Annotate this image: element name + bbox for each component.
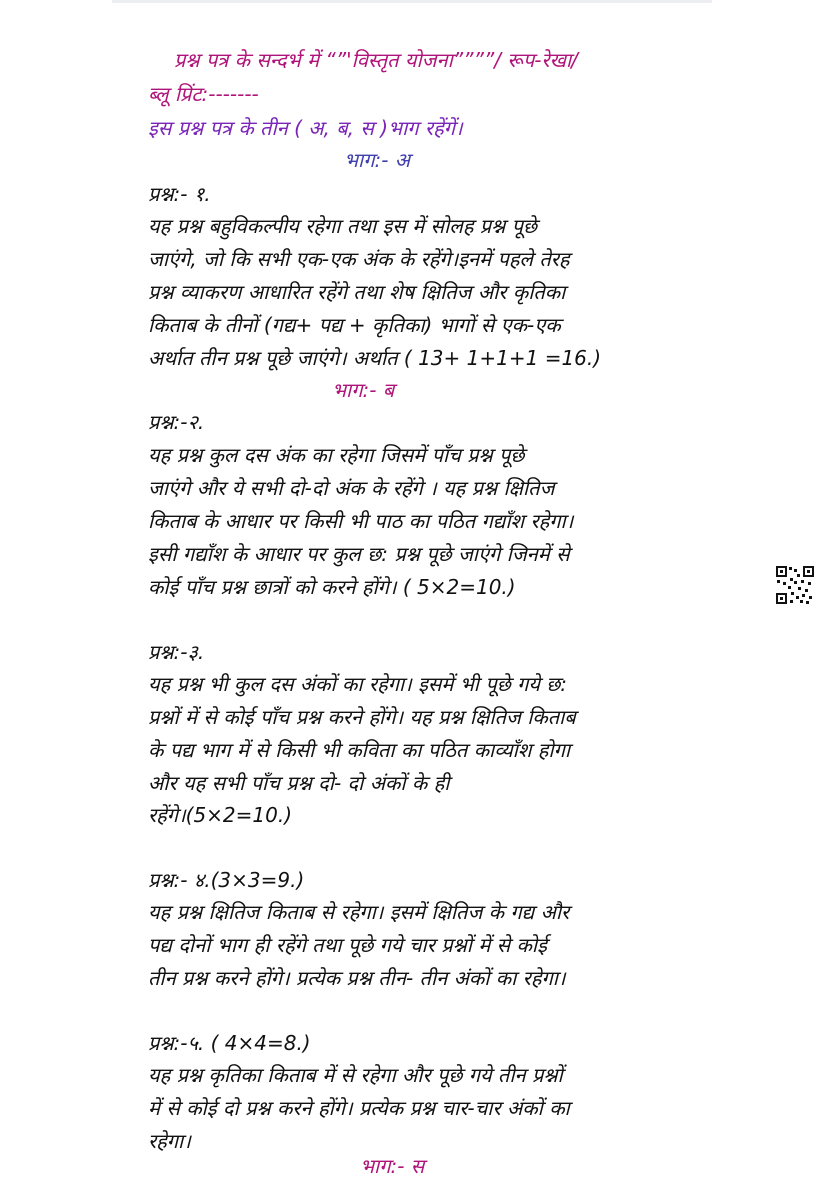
question-2-line: यह प्रश्न कुल दस अंक का रहेगा जिसमें पाँच प्रश्न पूछे — [148, 443, 525, 467]
question-5-line: में से कोई दो प्रश्न करने होंगे। प्रत्येक प्रश्न चार-चार अंकों का — [148, 1096, 570, 1120]
question-2-line: कोई पाँच प्रश्न छात्रों को करने होंगे। ( 5×2=10.) — [148, 575, 516, 599]
question-2-line: इसी गद्याँश के आधार पर कुल छ: प्रश्न पूछे जाएंगे जिनमें से — [148, 542, 570, 566]
question-1-line: यह प्रश्न बहुविकल्पीय रहेगा तथा इस में सोलह प्रश्न पूछे — [148, 214, 538, 238]
section-heading-b: भाग:- ब — [332, 378, 395, 402]
question-1-line: प्रश्न व्याकरण आधारित रहेंगे तथा शेष क्षितिज और कृतिका — [148, 280, 566, 304]
question-4-line: पद्य दोनों भाग ही रहेंगे तथा पूछे गये चार प्रश्नों में से कोई — [148, 933, 547, 957]
question-2-label: प्रश्न:-२. — [148, 410, 205, 434]
question-3-line: और यह सभी पाँच प्रश्न दो- दो अंकों के ही — [148, 771, 450, 795]
qr-code-icon — [775, 565, 815, 605]
question-1-line: जाएंगे, जो कि सभी एक-एक अंक के रहेंगे।इनमें पहले तेरह — [148, 247, 570, 271]
question-2-line: किताब के आधार पर किसी भी पाठ का पठित गद्याँश रहेगा। — [148, 509, 574, 533]
top-divider — [112, 0, 712, 3]
question-1-line: किताब के तीनों (गद्य+ पद्य + कृतिका) भागों से एक-एक — [148, 313, 561, 337]
document-title-line1: प्रश्न पत्र के सन्दर्भ में “”'विस्तृत योजना””””/ रूप-रेखा/ — [174, 48, 578, 72]
question-5-label: प्रश्न:-५. ( 4×4=8.) — [148, 1031, 311, 1055]
question-5-line: रहेगा। — [148, 1129, 191, 1153]
question-4-line: यह प्रश्न क्षितिज किताब से रहेगा। इसमें क्षितिज के गद्य और — [148, 900, 570, 924]
question-3-line: यह प्रश्न भी कुल दस अंकों का रहेगा। इसमें भी पूछे गये छ: — [148, 672, 568, 696]
section-heading-a: भाग:- अ — [344, 148, 411, 172]
question-4-line: तीन प्रश्न करने होंगे। प्रत्येक प्रश्न तीन- तीन अंकों का रहेगा। — [148, 966, 566, 990]
document-title-line2: ब्लू प्रिंट:------- — [148, 82, 259, 106]
question-3-line: रहेंगे।(5×2=10.) — [148, 803, 293, 827]
document-intro: इस प्रश्न पत्र के तीन ( अ, ब, स )भाग रहेंगें। — [148, 116, 463, 140]
question-3-line: प्रश्नों में से कोई पाँच प्रश्न करने होंगे। यह प्रश्न क्षितिज किताब — [148, 705, 576, 729]
question-1-line: अर्थात तीन प्रश्न पूछे जाएंगे। अर्थात ( 13+ 1+1+1 =16.) — [148, 346, 602, 370]
question-4-label: प्रश्न:- ४.(3×3=9.) — [148, 868, 305, 892]
question-1-label: प्रश्न:- १. — [148, 182, 211, 206]
question-5-line: यह प्रश्न कृतिका किताब में से रहेगा और पूछे गये तीन प्रश्नों — [148, 1063, 563, 1087]
question-3-line: के पद्य भाग में से किसी भी कविता का पठित काव्याँश होगा — [148, 738, 571, 762]
question-2-line: जाएंगे और ये सभी दो-दो अंक के रहेंगे । यह प्रश्न क्षितिज — [148, 476, 555, 500]
section-heading-c: भाग:- स — [360, 1154, 425, 1178]
question-3-label: प्रश्न:-३. — [148, 640, 205, 664]
